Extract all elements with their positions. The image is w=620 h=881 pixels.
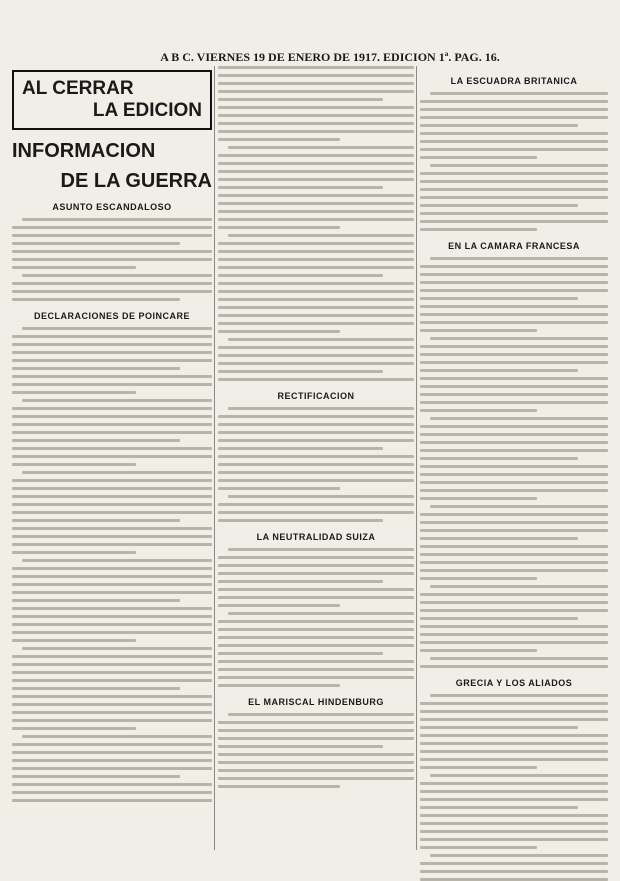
text-line	[218, 186, 383, 189]
text-line	[420, 441, 608, 444]
text-line	[218, 721, 414, 724]
text-line	[218, 676, 414, 679]
text-line	[12, 298, 180, 301]
text-line	[420, 806, 578, 809]
text-block	[420, 257, 608, 668]
text-line	[218, 306, 414, 309]
text-line	[12, 455, 212, 458]
text-line	[420, 641, 608, 644]
text-line	[420, 862, 608, 865]
text-line	[12, 447, 212, 450]
text-line	[420, 545, 608, 548]
text-line	[420, 870, 608, 873]
text-line	[12, 567, 212, 570]
text-line	[12, 791, 212, 794]
text-line	[218, 684, 340, 687]
text-line	[12, 375, 212, 378]
text-line	[228, 612, 414, 615]
text-line	[420, 433, 608, 436]
text-line	[420, 220, 608, 223]
text-line	[420, 385, 608, 388]
text-line	[228, 495, 414, 498]
text-line	[420, 361, 608, 364]
edition-box	[12, 70, 212, 130]
text-line	[12, 242, 180, 245]
text-line	[218, 652, 383, 655]
text-line	[22, 327, 212, 330]
text-line	[22, 274, 212, 277]
text-line	[218, 511, 414, 514]
text-line	[420, 577, 537, 580]
text-line	[420, 649, 537, 652]
text-line	[22, 471, 212, 474]
text-line	[218, 519, 383, 522]
text-line	[218, 362, 414, 365]
text-line	[420, 830, 608, 833]
text-line	[420, 297, 578, 300]
section-heading: EN LA CAMARA FRANCESA	[448, 241, 580, 251]
text-line	[420, 601, 608, 604]
section-heading: LA NEUTRALIDAD SUIZA	[256, 532, 376, 542]
text-line	[420, 529, 608, 532]
text-line	[420, 353, 608, 356]
text-line	[12, 519, 180, 522]
text-line	[420, 100, 608, 103]
text-line	[12, 234, 212, 237]
text-line	[420, 172, 608, 175]
text-line	[218, 370, 383, 373]
main-title-2: DE LA GUERRA	[60, 170, 212, 192]
text-line	[218, 479, 414, 482]
text-line	[420, 465, 608, 468]
text-line	[12, 599, 180, 602]
text-line	[430, 164, 608, 167]
text-block	[218, 407, 414, 522]
text-line	[218, 769, 414, 772]
text-line	[12, 671, 212, 674]
text-line	[12, 335, 212, 338]
text-line	[12, 226, 212, 229]
text-line	[420, 609, 608, 612]
text-line	[218, 122, 414, 125]
text-line	[420, 814, 608, 817]
text-line	[12, 575, 212, 578]
text-line	[218, 753, 414, 756]
text-line	[218, 439, 414, 442]
text-line	[12, 535, 212, 538]
text-line	[12, 407, 212, 410]
text-line	[12, 367, 180, 370]
text-line	[420, 782, 608, 785]
text-line	[420, 822, 608, 825]
text-line	[218, 170, 414, 173]
text-line	[420, 212, 608, 215]
text-line	[12, 631, 212, 634]
section-heading: RECTIFICACION	[277, 391, 355, 401]
text-line	[218, 660, 414, 663]
text-line	[420, 156, 537, 159]
section-heading: ASUNTO ESCANDALOSO	[52, 202, 172, 212]
text-line	[420, 377, 608, 380]
text-line	[218, 745, 383, 748]
text-line	[420, 473, 608, 476]
text-line	[12, 783, 212, 786]
text-line	[420, 766, 537, 769]
text-line	[420, 457, 578, 460]
text-line	[218, 130, 414, 133]
text-line	[218, 777, 414, 780]
text-line	[218, 487, 340, 490]
text-line	[420, 204, 578, 207]
page-header	[0, 0, 620, 62]
text-line	[218, 74, 414, 77]
text-block	[420, 694, 608, 881]
text-line	[218, 194, 414, 197]
text-line	[420, 718, 608, 721]
text-line	[218, 556, 414, 559]
text-line	[228, 338, 414, 341]
text-line	[218, 162, 414, 165]
text-line	[218, 266, 414, 269]
section-heading: GRECIA Y LOS ALIADOS	[455, 678, 573, 688]
text-line	[12, 383, 212, 386]
text-line	[12, 759, 212, 762]
text-line	[218, 242, 414, 245]
text-line	[218, 761, 414, 764]
text-block	[218, 713, 414, 788]
text-block	[218, 66, 414, 381]
text-line	[218, 596, 414, 599]
text-line	[12, 719, 212, 722]
text-line	[228, 407, 414, 410]
text-line	[420, 489, 608, 492]
text-line	[22, 647, 212, 650]
text-line	[12, 351, 212, 354]
text-line	[218, 564, 414, 567]
text-line	[218, 580, 383, 583]
text-line	[22, 399, 212, 402]
text-line	[12, 655, 212, 658]
text-line	[12, 623, 212, 626]
text-line	[420, 313, 608, 316]
text-line	[420, 838, 608, 841]
text-line	[12, 551, 136, 554]
text-line	[420, 617, 578, 620]
text-line	[218, 114, 414, 117]
text-line	[12, 359, 212, 362]
text-line	[22, 559, 212, 562]
text-line	[218, 138, 340, 141]
text-line	[218, 455, 414, 458]
text-line	[420, 345, 608, 348]
text-line	[218, 354, 414, 357]
text-line	[12, 266, 136, 269]
text-line	[12, 695, 212, 698]
text-line	[420, 148, 608, 151]
text-line	[218, 282, 414, 285]
newspaper-page	[12, 66, 608, 850]
text-line	[430, 417, 608, 420]
text-line	[420, 790, 608, 793]
text-line	[218, 178, 414, 181]
column-divider	[214, 66, 215, 850]
text-line	[12, 727, 136, 730]
text-line	[12, 751, 212, 754]
text-line	[218, 785, 340, 788]
text-line	[420, 140, 608, 143]
text-line	[12, 527, 212, 530]
text-line	[12, 799, 212, 802]
text-line	[218, 415, 414, 418]
text-line	[218, 503, 414, 506]
text-line	[420, 289, 608, 292]
text-line	[420, 726, 578, 729]
text-line	[12, 511, 212, 514]
text-line	[218, 572, 414, 575]
text-line	[12, 775, 180, 778]
text-line	[12, 679, 212, 682]
text-line	[420, 513, 608, 516]
text-line	[218, 447, 383, 450]
text-line	[420, 497, 537, 500]
text-line	[218, 298, 414, 301]
text-line	[228, 548, 414, 551]
text-line	[218, 106, 414, 109]
text-line	[420, 196, 608, 199]
text-line	[12, 503, 212, 506]
text-line	[12, 711, 212, 714]
text-line	[12, 415, 212, 418]
text-line	[218, 729, 414, 732]
text-line	[218, 636, 414, 639]
text-line	[12, 487, 212, 490]
section-heading: EL MARISCAL HINDENBURG	[248, 697, 384, 707]
text-line	[420, 569, 608, 572]
text-line	[228, 234, 414, 237]
text-line	[12, 250, 212, 253]
section-heading: LA ESCUADRA BRITANICA	[450, 76, 578, 86]
text-line	[420, 188, 608, 191]
text-line	[218, 378, 414, 381]
column-3	[420, 66, 608, 850]
text-line	[420, 633, 608, 636]
text-line	[430, 657, 608, 660]
text-line	[218, 202, 414, 205]
text-line	[218, 210, 414, 213]
text-line	[420, 449, 608, 452]
column-1	[12, 66, 212, 850]
box-line-1: AL CERRAR	[22, 78, 134, 99]
box-line-2: LA EDICION	[92, 100, 202, 121]
text-line	[218, 588, 414, 591]
text-line	[420, 593, 608, 596]
text-line	[420, 665, 608, 668]
text-line	[218, 737, 414, 740]
text-line	[420, 742, 608, 745]
text-line	[420, 553, 608, 556]
text-block	[420, 92, 608, 231]
text-line	[12, 463, 136, 466]
text-line	[12, 258, 212, 261]
text-line	[420, 369, 578, 372]
text-line	[420, 521, 608, 524]
text-line	[218, 314, 414, 317]
text-line	[420, 124, 578, 127]
header-line: A B C. VIERNES 19 DE ENERO DE 1917. EDICION 1ª. PAG. 16.	[160, 50, 500, 64]
text-line	[12, 543, 212, 546]
text-line	[12, 439, 180, 442]
text-line	[420, 281, 608, 284]
text-line	[12, 743, 212, 746]
text-line	[12, 583, 212, 586]
text-line	[420, 305, 608, 308]
text-line	[430, 257, 608, 260]
text-line	[218, 226, 340, 229]
text-line	[12, 479, 212, 482]
text-line	[430, 774, 608, 777]
text-line	[420, 625, 608, 628]
text-line	[420, 537, 578, 540]
text-line	[420, 798, 608, 801]
text-line	[218, 154, 414, 157]
main-title-1: INFORMACION	[12, 140, 156, 162]
text-line	[420, 846, 537, 849]
text-line	[12, 591, 212, 594]
text-line	[420, 108, 608, 111]
text-line	[420, 116, 608, 119]
text-line	[420, 329, 537, 332]
text-line	[420, 702, 608, 705]
text-line	[218, 82, 414, 85]
text-line	[420, 750, 608, 753]
text-line	[218, 346, 414, 349]
text-line	[420, 180, 608, 183]
text-line	[12, 282, 212, 285]
text-line	[12, 391, 136, 394]
text-line	[12, 607, 212, 610]
text-line	[420, 734, 608, 737]
text-line	[22, 735, 212, 738]
text-line	[420, 228, 537, 231]
text-line	[22, 218, 212, 221]
column-divider	[416, 66, 417, 850]
text-line	[218, 620, 414, 623]
text-line	[218, 66, 414, 69]
text-line	[228, 146, 414, 149]
text-line	[218, 218, 414, 221]
text-line	[218, 471, 414, 474]
text-line	[12, 639, 136, 642]
text-line	[12, 767, 212, 770]
text-line	[218, 322, 414, 325]
text-line	[218, 258, 414, 261]
text-line	[218, 463, 414, 466]
text-line	[12, 290, 212, 293]
text-line	[218, 274, 383, 277]
column-2	[218, 66, 414, 850]
section-heading: DECLARACIONES DE POINCARE	[33, 311, 190, 321]
text-line	[12, 687, 180, 690]
text-line	[12, 343, 212, 346]
text-line	[228, 713, 414, 716]
text-line	[218, 423, 414, 426]
text-block	[12, 218, 212, 301]
text-line	[420, 561, 608, 564]
text-line	[420, 481, 608, 484]
text-line	[12, 431, 212, 434]
text-line	[420, 393, 608, 396]
text-line	[420, 758, 608, 761]
text-line	[218, 98, 383, 101]
text-line	[420, 265, 608, 268]
text-line	[12, 663, 212, 666]
text-line	[218, 330, 340, 333]
text-line	[420, 409, 537, 412]
text-line	[12, 423, 212, 426]
text-line	[218, 668, 414, 671]
text-line	[430, 694, 608, 697]
text-line	[430, 337, 608, 340]
text-line	[12, 495, 212, 498]
text-line	[420, 273, 608, 276]
text-block	[218, 548, 414, 687]
text-line	[420, 425, 608, 428]
text-line	[218, 604, 340, 607]
text-line	[430, 505, 608, 508]
text-line	[218, 90, 414, 93]
text-line	[218, 431, 414, 434]
text-line	[12, 703, 212, 706]
text-line	[218, 644, 414, 647]
text-line	[12, 615, 212, 618]
text-line	[420, 401, 608, 404]
text-block	[12, 327, 212, 802]
text-line	[218, 628, 414, 631]
text-line	[218, 250, 414, 253]
text-line	[430, 92, 608, 95]
text-line	[420, 321, 608, 324]
text-line	[420, 132, 608, 135]
text-line	[430, 585, 608, 588]
text-line	[420, 710, 608, 713]
text-line	[218, 290, 414, 293]
